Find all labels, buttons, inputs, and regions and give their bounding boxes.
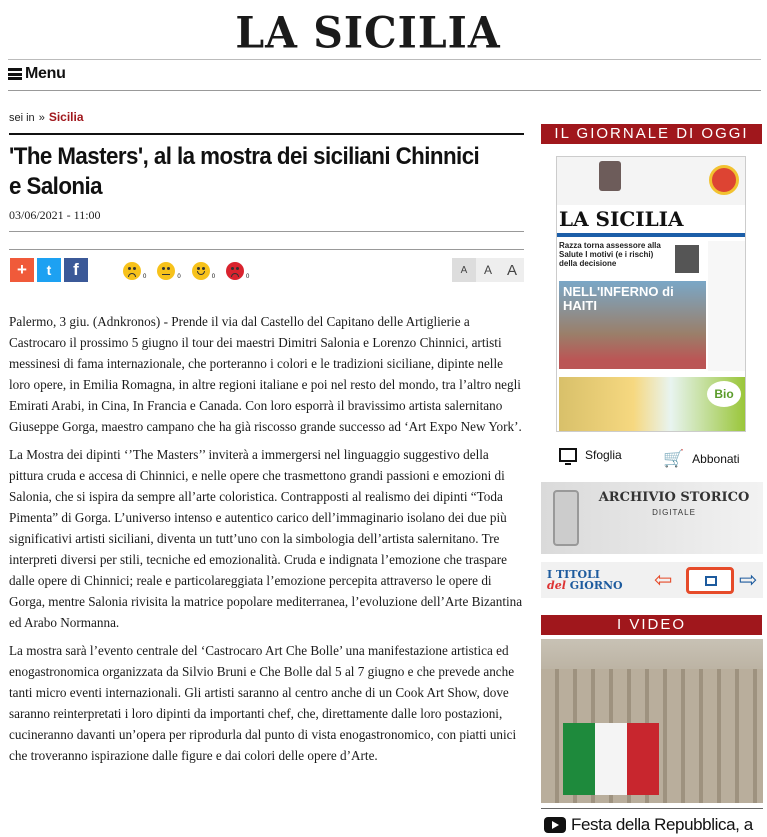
breadcrumb-prefix: sei in (9, 112, 35, 124)
font-size-small-button[interactable]: A (452, 258, 476, 282)
breadcrumb-category-link[interactable]: Sicilia (48, 110, 84, 124)
font-size-large-button[interactable]: A (500, 258, 524, 282)
titoli-text (547, 569, 623, 591)
video-thumbnail[interactable] (541, 639, 763, 803)
menu-divider (8, 90, 761, 91)
titoli-del-giorno-banner[interactable] (541, 562, 763, 598)
reaction-count: 0 (177, 274, 181, 280)
titoli-del: del (547, 579, 566, 592)
video-caption-link[interactable] (544, 815, 764, 835)
abbonati-label: Abbonati (692, 451, 740, 466)
share-facebook-button[interactable]: f (64, 258, 88, 282)
sfoglia-link[interactable] (559, 448, 622, 462)
site-logo[interactable]: LA SICILIA (235, 7, 501, 59)
cover-photo (599, 161, 621, 191)
reaction-smile[interactable] (192, 262, 215, 280)
giornale-di-oggi-header: IL GIORNALE DI OGGI (541, 124, 762, 144)
flag-green-stripe (563, 723, 595, 795)
reaction-neutral[interactable] (157, 262, 180, 280)
youtube-play-icon (544, 817, 566, 833)
article-paragraph: La Mostra dei dipinti ‘’The Masters’’ inviterà a immergersi nel linguaggio suggestivo della pittura cruda e accesa di Chinnici, e nelle opere che trasmettono grandi passioni e emozioni di Salonia, che si ispira da sempre all’arte coloristica. Contrapposti al realismo dei dipinti “Toda Pimenta” di Gorga. L’universo intenso e autentico carico dell’immaginario isolano dei due più significativi artisti siciliani, diventa un tutt’uno con la simbologia dell’artista salernitano. Tre interpreti diversi per stili, tecniche ed emozionalità. Cruda e indignata l’emozione che traspare dalle opere di Chinnici; reale e particolareggiata l’emozione percepita attraverso le opere di Gorga, mentre Salonia rivisita la matrice popolare mediterranea, l’evoluzione dell’Arte Bizantina ed Arabo Normanna. (9, 447, 523, 630)
share-more-button[interactable]: + (10, 258, 34, 282)
archivio-storico-banner[interactable] (541, 482, 763, 554)
sfoglia-label: Sfoglia (585, 448, 622, 462)
cover-portrait (675, 245, 699, 273)
italian-flag (563, 723, 659, 795)
reactions-bar (123, 262, 249, 280)
monitor-icon (559, 448, 577, 462)
cart-icon: 🛒 (663, 449, 685, 468)
angry-face-icon (226, 262, 244, 280)
article-paragraph: Palermo, 3 giu. (Adnkronos) - Prende il via dal Castello del Capitano delle Artiglierie a Castrocaro il prossimo 5 giugno il tour dei maestri Dimitri Salonia e Lorenzo Chinnici, artisti messinesi di fama internazionale, che porteranno i colori e le tradizioni siciliane, dipinte nelle loro opere, in Emilia Romagna, in altre regioni italiane e poi nel resto del mondo, tra l’altro negli Emirati Arabi, in Cina, In Francia e Canada. Con loro esporrà il bravissimo artista salernitano Giuseppe Gorga, maestro campano che ha già riscosso grande successo ad ‘Art Expo New York’. (9, 314, 522, 434)
article-title: 'The Masters', al la mostra dei siciliani Chinnici e Salonia (9, 143, 480, 200)
breadcrumb (9, 110, 84, 124)
video-divider (541, 808, 763, 809)
toolbar-divider (9, 249, 524, 250)
reaction-sad[interactable] (123, 262, 146, 280)
cover-main-photo (559, 281, 706, 369)
reaction-angry[interactable] (226, 262, 249, 280)
abbonati-link[interactable] (663, 450, 740, 467)
article-paragraph: La mostra sarà l’evento centrale del ‘Castrocaro Art Che Bolle’ una manifestazione artistica ed enogastronomica organizzata da Silvio Bruni e Che Bolle dal 5 al 7 giugno e che prevede anche tanti micro eventi internazionali. Gli artisti saranno al centro anche di un Cook Art Show, dove saranno reinterpretati i loro dipinti da importanti chef, che, direttamente dalle loro postazioni, cucineranno davanti un’opera per riprodurla dal punto di vista enogastronomico, con piatti unici che troveranno ispirazione dalle figure e dai colori delle opere d’Arte. (9, 643, 517, 763)
newspaper-icon (686, 567, 734, 594)
cover-seal-icon (709, 165, 739, 195)
bio-badge: Bio (707, 381, 741, 407)
font-size-controls (452, 258, 524, 282)
masthead (0, 0, 767, 62)
masthead-divider (8, 59, 761, 60)
flag-red-stripe (627, 723, 659, 795)
arrow-left-icon[interactable]: ⇦ (654, 567, 673, 592)
edition-links (559, 448, 749, 472)
title-divider (9, 133, 524, 135)
archivio-subtitle: DIGITALE (652, 508, 696, 517)
neutral-face-icon (157, 262, 175, 280)
menu-button[interactable] (8, 61, 208, 87)
share-twitter-button[interactable]: t (37, 258, 61, 282)
reaction-count: 0 (211, 274, 216, 280)
archivio-title: ARCHIVIO STORICO (598, 490, 750, 505)
article-body (9, 311, 525, 773)
cover-logo: LA SICILIA (559, 207, 684, 231)
share-buttons (10, 258, 88, 282)
video-header: I VIDEO (541, 615, 762, 635)
arrow-right-icon[interactable]: ⇨ (739, 567, 758, 592)
reaction-count: 0 (143, 274, 147, 280)
reaction-count: 0 (246, 274, 250, 280)
newspaper-cover-thumbnail[interactable] (556, 156, 746, 432)
article-date: 03/06/2021 - 11:00 (9, 208, 101, 222)
smile-face-icon (192, 262, 210, 280)
menu-label: Menu (25, 65, 66, 82)
cover-headline: Razza torna assessore alla Salute I motivi (e i rischi) della decisione (559, 241, 661, 268)
hamburger-icon (8, 68, 22, 80)
titoli-line1: I TITOLI (547, 568, 600, 581)
cover-advert (559, 377, 745, 431)
cover-main-title: NELL'INFERNO di HAITI (563, 284, 674, 313)
titoli-line2: GIORNO (569, 579, 623, 592)
cover-side-column (708, 241, 746, 371)
font-size-medium-button[interactable]: A (476, 258, 500, 282)
cover-divider (557, 233, 746, 237)
phone-icon (553, 490, 579, 546)
sad-face-icon (123, 262, 141, 280)
video-caption-text: Festa della Repubblica, a (571, 815, 753, 834)
breadcrumb-separator: » (38, 112, 45, 124)
flag-white-stripe (595, 723, 627, 795)
date-divider (9, 231, 524, 232)
